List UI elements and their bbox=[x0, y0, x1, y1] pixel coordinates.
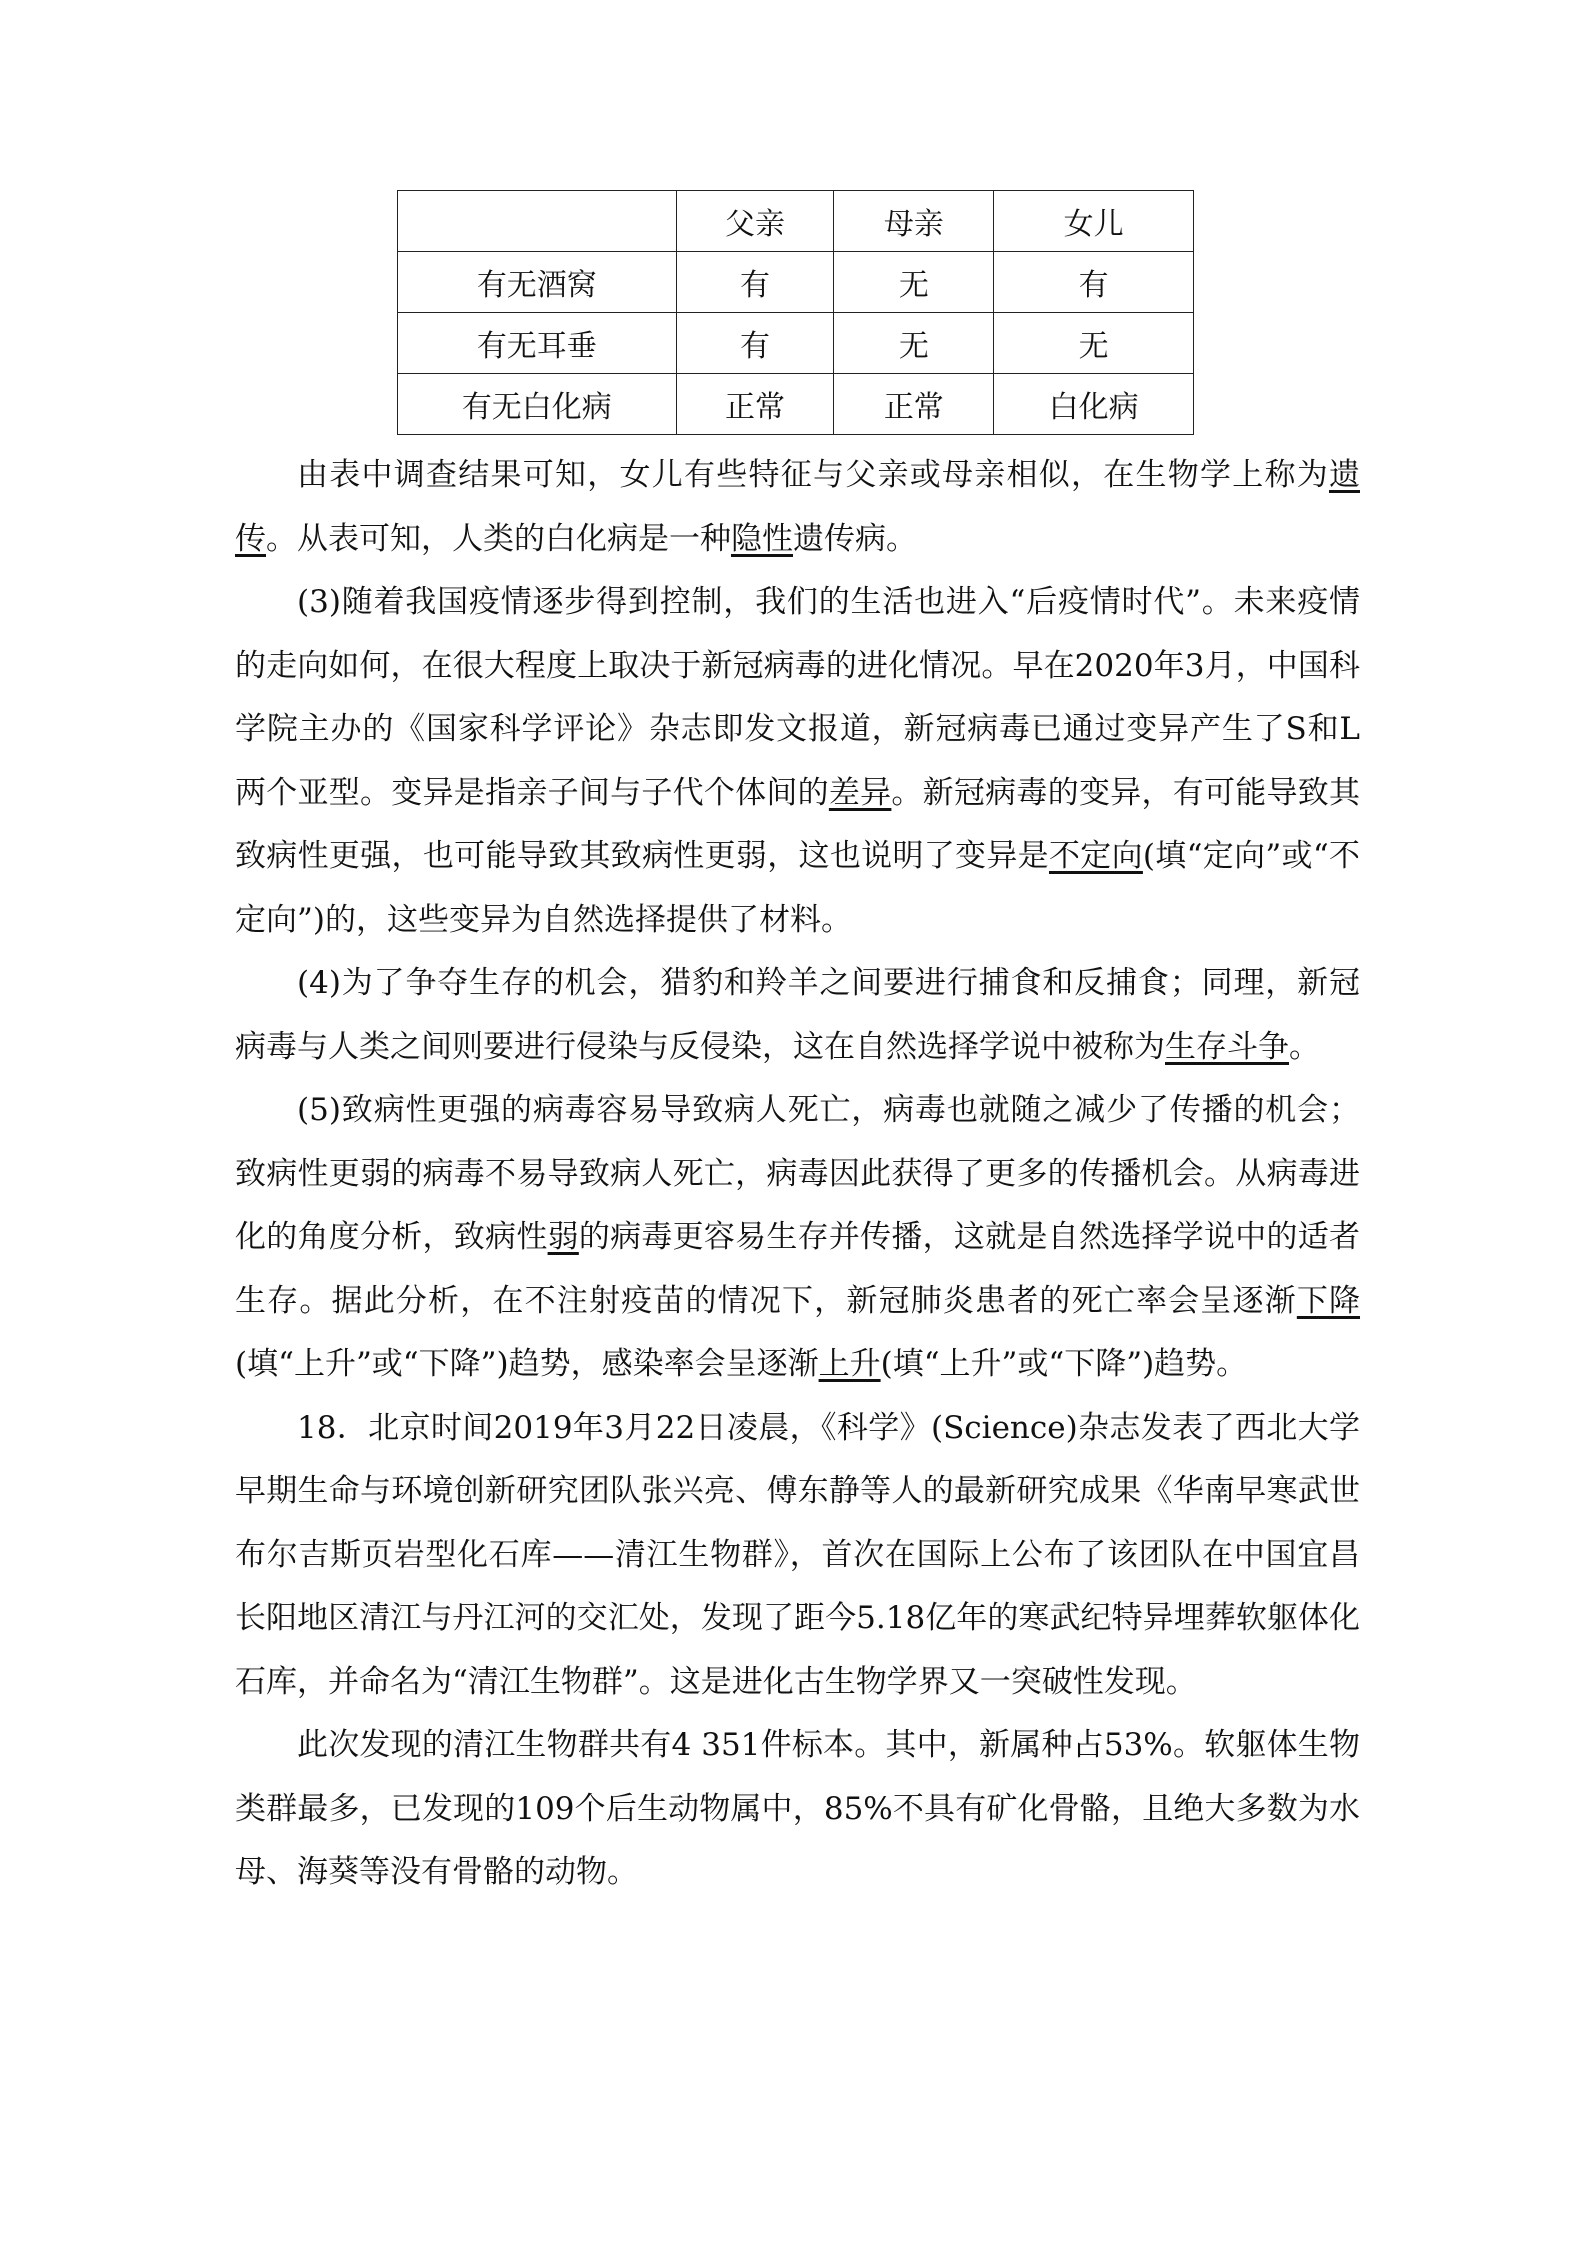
table-cell: 无 bbox=[834, 252, 994, 313]
table-header-row bbox=[398, 191, 1194, 252]
text-run: 遗传病。 bbox=[793, 520, 917, 557]
text-run: (填“上升”或“下降”)趋势。 bbox=[880, 1346, 1248, 1382]
text-run: (4)为了争夺生存的机会，猎豹和羚羊之间要进行捕食和反捕食；同理，新冠病毒与人类之间则要进行侵染与反侵染，这在自然选择学说中被称为 bbox=[235, 965, 1360, 1065]
text-run: (3)随着我国疫情逐步得到控制，我们的生活也进入“后疫情时代”。未来疫情的走向如何，在很大程度上取决于新冠病毒的进化情况。早在2020年3月，中国科学院主办的《国家科学评论》杂志即发文报道，新冠病毒已通过变异产生了S和L两个亚型。变异是指亲子间与子代个体间的 bbox=[235, 584, 1360, 811]
table-row bbox=[398, 313, 1194, 374]
table-row bbox=[398, 374, 1194, 435]
text-run: 由表中调查结果可知，女儿有些特征与父亲或母亲相似，在生物学上称为 bbox=[297, 457, 1329, 493]
answer-underlined: 差异 bbox=[828, 774, 892, 811]
paragraph-specimens: 此次发现的清江生物群共有4 351件标本。其中，新属种占53%。软躯体生物类群最多，已发现的109个后生动物属中，85%不具有矿化骨骼，且绝大多数为水母、海葵等没有骨骼的动物。 bbox=[235, 1727, 1360, 1890]
table-cell: 无 bbox=[834, 313, 994, 374]
text-run: 。从表可知，人类的白化病是一种 bbox=[266, 520, 731, 557]
text-run: (填“定向”或“不定向”)的，这些变异为自然选择提供了材料。 bbox=[235, 838, 1361, 938]
table-cell: 有 bbox=[676, 252, 834, 313]
body-text bbox=[235, 444, 1360, 1905]
answer-underlined: 遗传 bbox=[235, 457, 1360, 557]
answer-underlined: 上升 bbox=[818, 1346, 881, 1382]
table-cell: 白化病 bbox=[994, 374, 1194, 435]
table-cell: 有无白化病 bbox=[398, 374, 677, 435]
table-header-cell: 母亲 bbox=[834, 191, 994, 252]
answer-underlined: 弱 bbox=[547, 1219, 579, 1255]
text-run: 。 bbox=[1289, 1028, 1320, 1065]
paragraph-question-3 bbox=[235, 571, 1360, 952]
table-cell: 有 bbox=[994, 252, 1194, 313]
table-cell: 正常 bbox=[676, 374, 834, 435]
table-row bbox=[398, 252, 1194, 313]
text-run: 。新冠病毒的变异，有可能导致其致病性更强，也可能导致其致病性更弱，这也说明了变异是 bbox=[235, 774, 1361, 874]
paragraph-question-5 bbox=[235, 1079, 1360, 1397]
paragraph-heredity bbox=[235, 444, 1360, 571]
paragraph-question-4 bbox=[235, 952, 1360, 1079]
answer-underlined: 生存斗争 bbox=[1165, 1028, 1289, 1065]
answer-underlined: 下降 bbox=[1296, 1282, 1361, 1319]
table-header-cell: 父亲 bbox=[676, 191, 834, 252]
table-cell: 有无耳垂 bbox=[398, 313, 677, 374]
answer-underlined: 隐性 bbox=[731, 520, 793, 557]
table-cell: 正常 bbox=[834, 374, 994, 435]
paragraph-question-18: 18．北京时间2019年3月22日凌晨，《科学》(Science)杂志发表了西北大学早期生命与环境创新研究团队张兴亮、傅东静等人的最新研究成果《华南早寒武世布尔吉斯页岩型化石库——清江生物群》，首次在国际上公布了该团队在中国宜昌长阳地区清江与丹江河的交汇处，发现了距今5.18亿年的寒武纪特异埋葬软躯体化石库，并命名为“清江生物群”。这是进化古生物学界又一突破性发现。 bbox=[235, 1409, 1360, 1700]
trait-survey-table bbox=[397, 190, 1194, 435]
text-run: (填“上升”或“下降”)趋势，感染率会呈逐渐 bbox=[235, 1346, 819, 1382]
text-run: (5)致病性更强的病毒容易导致病人死亡，病毒也就随之减少了传播的机会；致病性更弱的病毒不易导致病人死亡，病毒因此获得了更多的传播机会。从病毒进化的角度分析，致病性 bbox=[235, 1092, 1360, 1255]
table-cell: 无 bbox=[994, 313, 1194, 374]
text-run: 的病毒更容易生存并传播，这就是自然选择学说中的适者生存。据此分析，在不注射疫苗的情况下，新冠肺炎患者的死亡率会呈逐渐 bbox=[235, 1219, 1361, 1319]
table-cell: 有 bbox=[676, 313, 834, 374]
table-header-cell bbox=[398, 191, 677, 252]
answer-underlined: 不定向 bbox=[1048, 838, 1143, 874]
table-header-cell: 女儿 bbox=[994, 191, 1194, 252]
table-cell: 有无酒窝 bbox=[398, 252, 677, 313]
